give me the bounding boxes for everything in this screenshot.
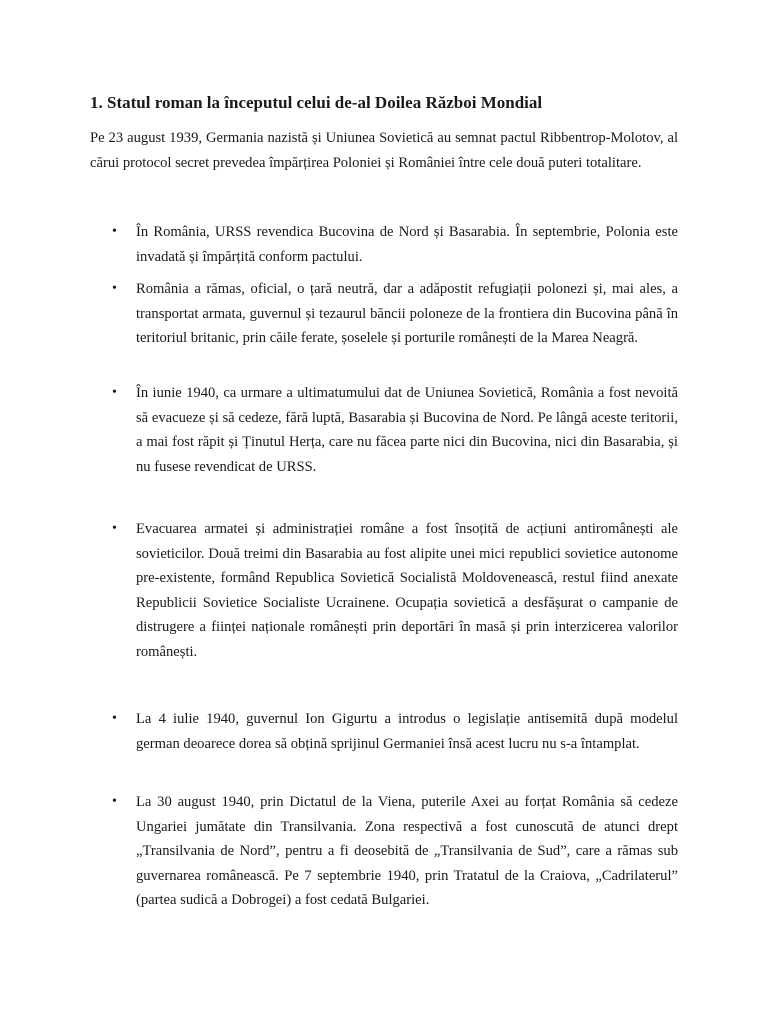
bullet-icon: • (112, 711, 117, 726)
bullet-icon: • (112, 521, 117, 536)
list-item-text: La 30 august 1940, prin Dictatul de la Viena, puterile Axei au forțat România să cedeze Ungariei jumătate din Transilvania. Zona respectivă a fost cunoscută de atunci drept „Transilvania de Nord”, pentru a fi deosebită de „Transilvania de Sud”, care a rămas sub guvernarea românească. Pe 7 septembrie 1940, prin Tratatul de la Craiova, „Cadrilaterul” (partea sudică a Dobrogei) a fost cedată Bulgariei. (136, 794, 678, 908)
list-item (112, 381, 678, 479)
bullet-icon: • (112, 281, 117, 296)
bullet-icon: • (112, 224, 117, 239)
list-item-text: La 4 iulie 1940, guvernul Ion Gigurtu a introdus o legislație antisemită după modelul german deoarece dorea să obțină sprijinul Germaniei însă acest lucru nu s-a întamplat. (136, 711, 678, 752)
bullet-icon: • (112, 794, 117, 809)
list-item (112, 517, 678, 664)
intro-paragraph: Pe 23 august 1939, Germania nazistă și Uniunea Sovietică au semnat pactul Ribbentrop-Molotov, al cărui protocol secret prevedea împărțirea Poloniei și României între cele două puteri totalitare. (90, 130, 678, 172)
list-item-text: România a rămas, oficial, o țară neutră, dar a adăpostit refugiații polonezi și, mai ales, a transportat armata, guvernul și tezaurul băncii poloneze de la frontiera din Bucovina până în teritoriul britanic, prin căile ferate, șoselele și porturile românești de la Marea Neagră. (136, 281, 678, 346)
list-item (112, 220, 678, 269)
list-item-text: În România, URSS revendica Bucovina de Nord și Basarabia. În septembrie, Polonia este invadată și împărțită conform pactului. (136, 224, 678, 265)
list-item (112, 790, 678, 913)
page-title: 1. Statul roman la începutul celui de-al Doilea Război Mondial (90, 93, 543, 112)
list-item-text: Evacuarea armatei și administrației române a fost însoțită de acțiuni antiromânești ale sovieticilor. Două treimi din Basarabia au fost alipite unei mici republici sovietice autonome pre-existente, formând Republica Sovietică Socialistă Moldovenească, restul fiind anexate Republicii Sovietice Socialiste Ucrainene. Ocupația sovietică a desfășurat o campanie de distrugere a ființei naționale românești prin deportări în masă și prin interzicerea valorilor românești. (136, 521, 678, 660)
list-item (112, 277, 678, 351)
list-item-text: În iunie 1940, ca urmare a ultimatumului dat de Uniunea Sovietică, România a fost nevoită să evacueze și să cedeze, fără luptă, Basarabia și Bucovina de Nord. Pe lângă aceste teritorii, a mai fost răpit și Ținutul Herța, care nu făcea parte nici din Bucovina, nici din Basarabia, și nu fusese revendicat de URSS. (136, 385, 678, 475)
bullet-icon: • (112, 385, 117, 400)
list-item (112, 707, 678, 756)
